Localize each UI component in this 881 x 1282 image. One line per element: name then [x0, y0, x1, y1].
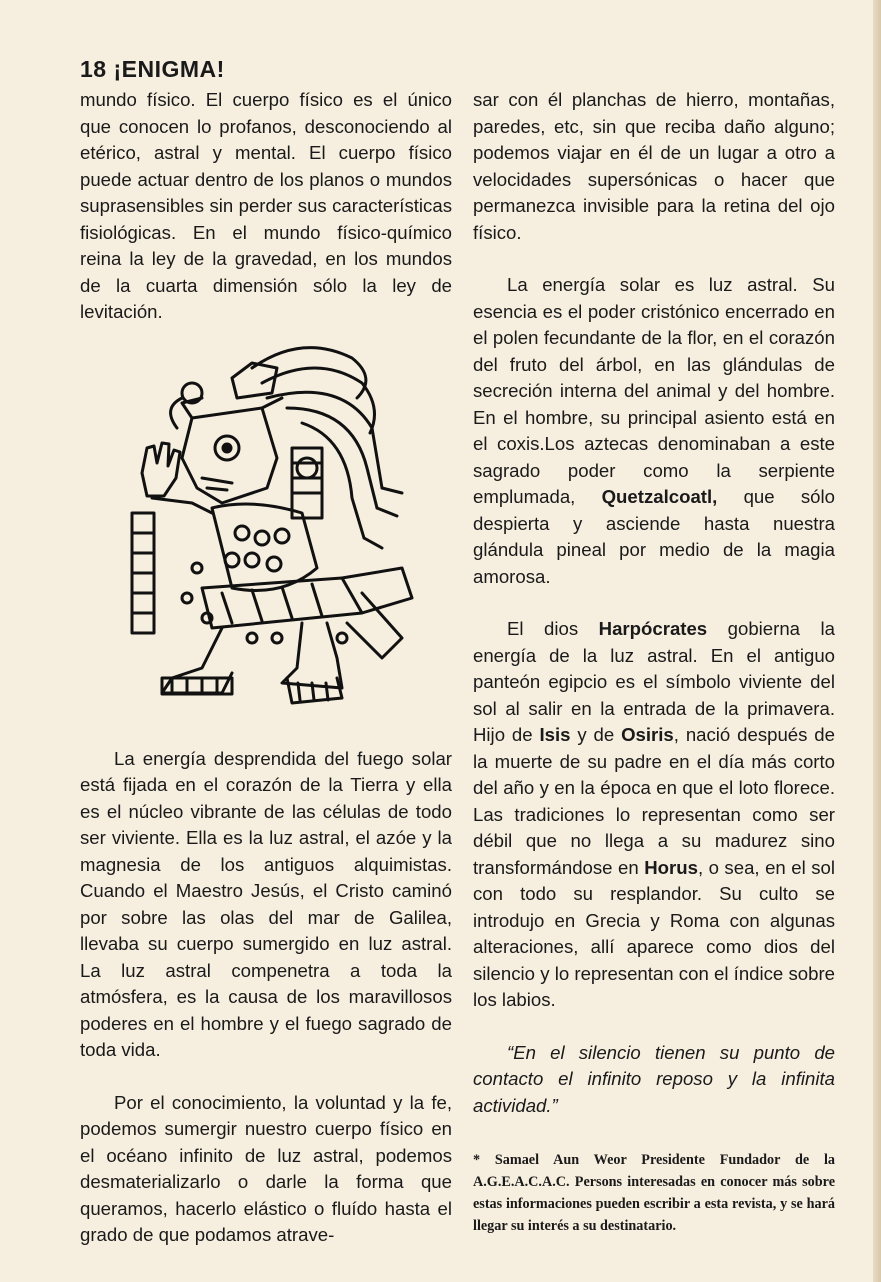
- right-paragraph-1: sar con él planchas de hierro, montañas, paredes, etc, sin que reciba daño alguno; podemos viajar en él de un lugar a otro a velocidades supersónicas o hacer que permanezca invisible para la retina del ojo físico.: [473, 89, 835, 243]
- bold-term-osiris: Osiris: [621, 724, 674, 745]
- right-paragraph-2: [473, 272, 835, 590]
- paragraph-text: , o sea, en el sol con todo su resplandor. Su culto se introdujo en Grecia y Roma con algunas alteraciones, allí aparece como dios del silencio y lo representan con el índice sobre los labios.: [473, 856, 835, 1010]
- bold-term-horus: Horus: [644, 856, 698, 878]
- bold-term-harpocrates: Harpócrates: [598, 618, 708, 639]
- left-paragraph-3: Por el conocimiento, la voluntad y la fe, podemos sumergir nuestro cuerpo físico en el océano infinito de luz astral, podemos desmaterializarlo o darle la forma que queramos, hacerlo elástico o fluído hasta el grado de que podamos atrave-: [80, 1091, 452, 1245]
- quote: “En el silencio tienen su punto de contacto el infinito reposo y la infinita actividad.”: [473, 1041, 835, 1116]
- paragraph-text: , nació después de la muerte de su padre en el día más corto del año y en la época en que el loto florece. Las tradiciones lo representan como ser débil que no llega a su madurez sino transformándose en: [473, 724, 835, 878]
- right-column: [473, 87, 835, 1237]
- aztec-deity-illustration-icon: [102, 338, 422, 718]
- left-column: [80, 87, 452, 1249]
- paragraph-text: que sólo despierta y asciende hasta nuestra glándula pineal por medio de la magia amorosa.: [473, 486, 835, 587]
- paragraph-text: y de: [570, 724, 622, 745]
- paragraph-text: gobierna la energía de la luz astral. En el antiguo panteón egipcio es el símbolo viviente del sol al salir en la entrada de la primavera. Hijo de: [473, 618, 835, 745]
- page-number: 18: [80, 56, 107, 82]
- bold-term-isis: Isis: [539, 724, 571, 745]
- left-paragraph-1: mundo físico. El cuerpo físico es el único que conocen lo profanos, desconociendo al etérico, astral y mental. El cuerpo físico puede actuar dentro de los planos o mundos suprasensibles sin perder sus características fisiológicas. En el mundo físico-químico reina la ley de la gravedad, en los mundos de la cuarta dimensión sólo la ley de levitación.: [80, 89, 452, 322]
- page-title: ¡ENIGMA!: [113, 56, 225, 82]
- right-paragraph-3: [473, 616, 835, 1014]
- page-header: [80, 56, 225, 83]
- bold-term-quetzalcoatl: Quetzalcoatl,: [601, 486, 718, 507]
- page-edge: [873, 0, 881, 1282]
- footnote: * Samael Aun Weor Presidente Fundador de la A.G.E.A.C.A.C. Persons interesadas en conocer más sobre estas informaciones pueden escribir a esta revista, y se hará llegar su interés a su destinatario.: [473, 1152, 835, 1234]
- left-paragraph-2: La energía desprendida del fuego solar está fijada en el corazón de la Tierra y ella es el núcleo vibrante de las células de todo ser viviente. Ella es la luz astral, el azóe y la magnesia de los antiguos alquimistas. Cuando el Maestro Jesús, el Cristo caminó por sobre las olas del mar de Galilea, llevaba su cuerpo sumergido en luz astral. La luz astral compenetra a toda la atmósfera, es la causa de los maravillosos poderes en el hombre y el fuego sagrado de toda vida.: [80, 747, 452, 1060]
- paragraph-text: El dios: [507, 618, 599, 639]
- paragraph-text: La energía solar es luz astral. Su esencia es el poder cristónico encerrado en el polen fecundante de la flor, en el corazón del fruto del árbol, en las glándulas de secreción interna del animal y del hombre. En el hombre, su principal asiento está en el coxis.Los aztecas denominaban a este sagrado poder como la serpiente emplumada,: [473, 274, 835, 507]
